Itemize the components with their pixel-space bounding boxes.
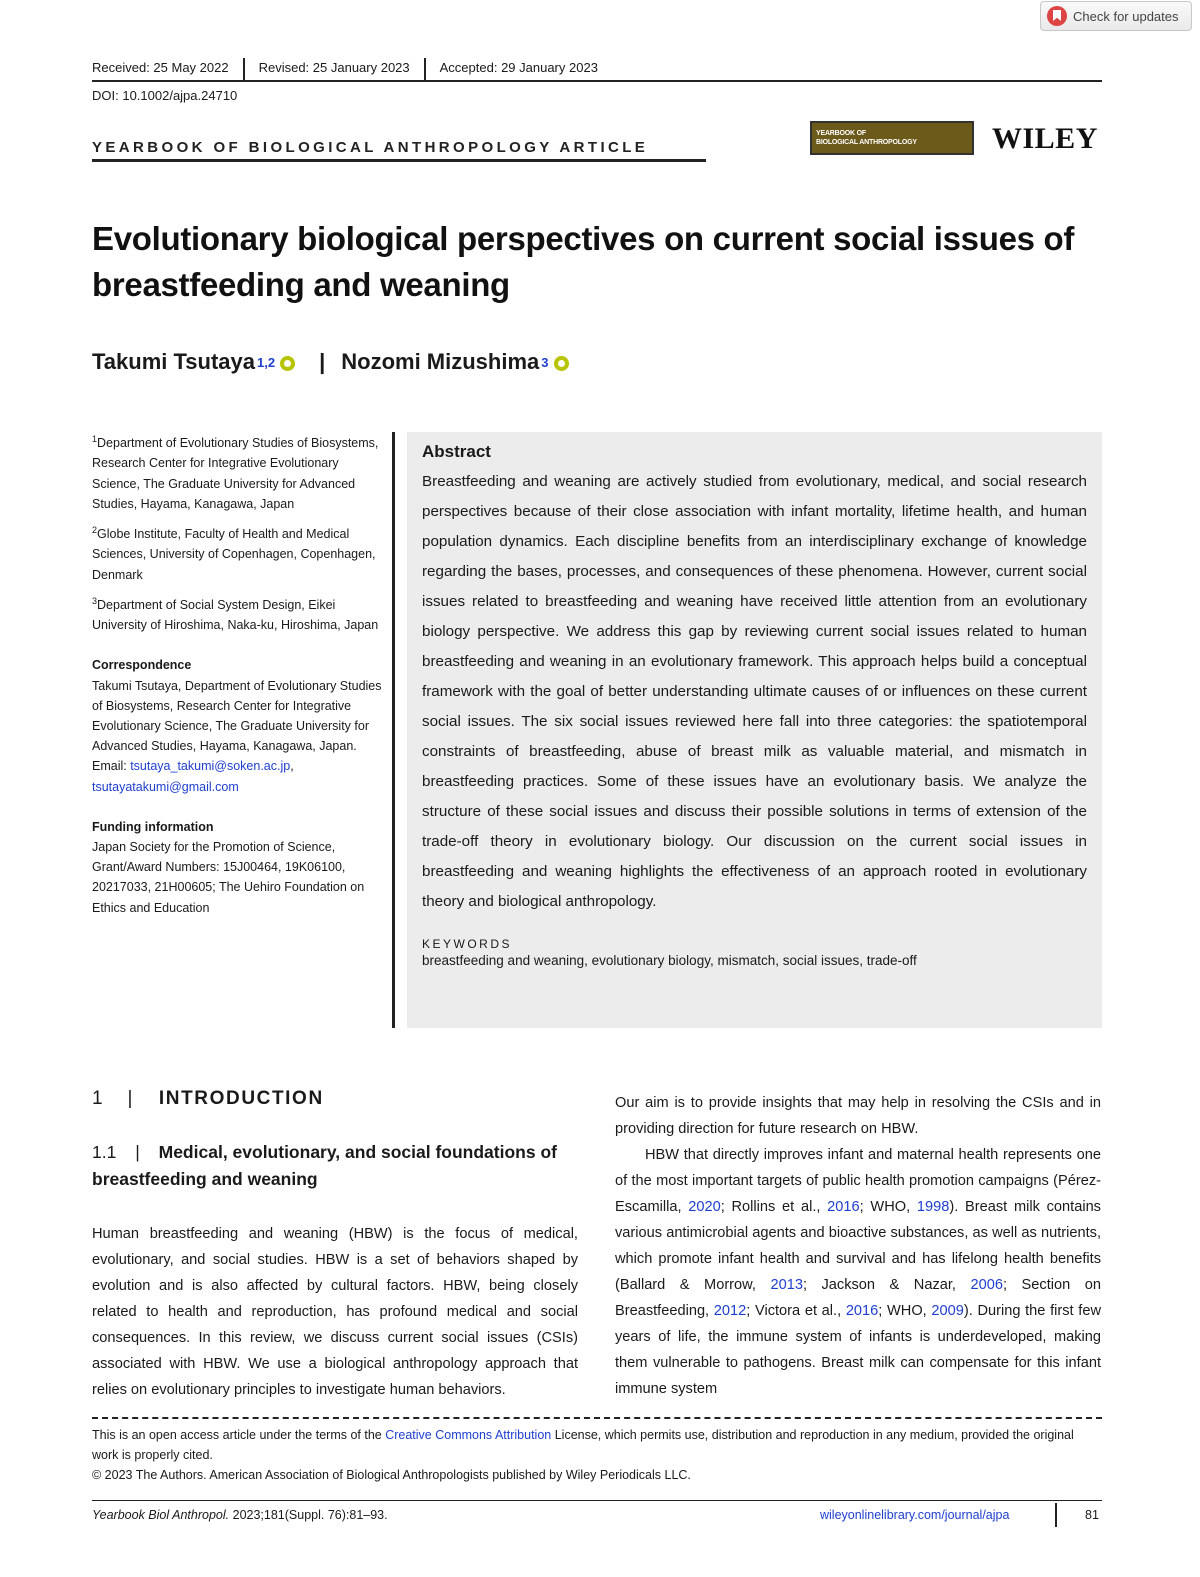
keywords-heading: KEYWORDS bbox=[422, 937, 513, 951]
citation-link[interactable]: 2006 bbox=[970, 1277, 1003, 1293]
journal-url-link[interactable]: wileyonlinelibrary.com/journal/ajpa bbox=[820, 1508, 1010, 1522]
abstract-text: Breastfeeding and weaning are actively studied from evolutionary, medical, and social research perspectives because of their close association with infant mortality, lifetime health, and human population dynamics. Each discipline benefits from an interdisciplinary exchange of knowledge regarding the bases, processes, and consequences of these phenomena. However, current social issues related to breastfeeding and weaning have received little attention from an evolutionary biology perspective. We address this gap by reviewing current social issues related to human breastfeeding and weaning in an evolutionary framework. This approach helps build a conceptual framework with the goal of better understanding ultimate causes of or influences on these current social issues. The six social issues reviewed here fall into three categories: the spatiotemporal constraints of breastfeeding, abuse of breast milk as valuable material, and mismatch in breastfeeding practices. Some of these issues have an evolutionary basis. We analyze the structure of these social issues and discuss their possible solutions in terms of extension of the trade-off theory in evolutionary biology. Our discussion on the current social issues in breastfeeding and weaning highlights the effectiveness of an approach rooted in evolutionary theory and biological anthropology. bbox=[422, 473, 1087, 910]
subsection-title: Medical, evolutionary, and social foundations of breastfeeding and weaning bbox=[92, 1142, 557, 1189]
check-for-updates-button[interactable] bbox=[1040, 1, 1192, 31]
author-list bbox=[92, 349, 577, 375]
paragraph-text: ; Jackson & Nazar, bbox=[802, 1277, 971, 1293]
citation-link[interactable]: 2020 bbox=[688, 1199, 721, 1215]
intro-paragraph: Human breastfeeding and weaning (HBW) is the focus of medical, evolutionary, and social studies. HBW is a set of behaviors shaped by evolution and is also affected by cultural factors. HBW, being closely related to health and reproduction, has profound medical and social consequences. In this review, we discuss current social issues (CSIs) associated with HBW. We use a biological anthropology approach that relies on evolutionary principles to investigate human behaviors. bbox=[92, 1226, 578, 1398]
article-dates bbox=[92, 58, 1102, 82]
section-heading bbox=[92, 1088, 324, 1110]
abstract-box bbox=[407, 432, 1102, 1028]
license-divider bbox=[92, 1417, 1102, 1419]
affiliation-number: 3 bbox=[92, 595, 98, 606]
correspondence-text: Takumi Tsutaya, Department of Evolutionary Studies of Biosystems, Research Center for Integrative Evolutionary Science, The Graduate University for Advanced Studies, Hayama, Kanagawa, Japan. bbox=[92, 678, 382, 754]
citation-link[interactable]: 1998 bbox=[916, 1199, 950, 1215]
journal-logo-line2: BIOLOGICAL ANTHROPOLOGY bbox=[816, 139, 917, 146]
footer-volume: 2023;181(Suppl. 76):81–93. bbox=[229, 1508, 388, 1522]
publisher-logo: WILEY bbox=[992, 122, 1098, 155]
citation-link[interactable]: 2009 bbox=[931, 1303, 964, 1319]
funding-heading: Funding information bbox=[92, 819, 214, 834]
section-number: 1 bbox=[92, 1088, 103, 1109]
footer-journal-name: Yearbook Biol Anthropol. bbox=[92, 1508, 230, 1522]
citation-link[interactable]: 2012 bbox=[713, 1303, 747, 1319]
subsection-heading bbox=[92, 1139, 580, 1193]
bookmark-icon bbox=[1047, 6, 1067, 26]
paragraph-text: ; Rollins et al., bbox=[720, 1199, 828, 1215]
paragraph-text: ; Section on Breastfeeding, bbox=[615, 1277, 1101, 1319]
author-name[interactable]: Nozomi Mizushima bbox=[341, 349, 540, 374]
citation-link[interactable]: 2013 bbox=[770, 1277, 803, 1293]
footer-divider bbox=[92, 1500, 1102, 1501]
footer-citation bbox=[92, 1508, 388, 1522]
email-separator: , bbox=[290, 759, 294, 774]
citation-link[interactable]: 2016 bbox=[827, 1199, 860, 1215]
affiliation-number: 2 bbox=[92, 524, 98, 535]
check-for-updates-label: Check for updates bbox=[1073, 8, 1179, 24]
intro-paragraph: Our aim is to provide insights that may help in resolving the CSIs and in providing direction for future research on HBW. bbox=[615, 1095, 1101, 1137]
author-affiliation-ref[interactable]: 3 bbox=[541, 354, 549, 370]
page-number: 81 bbox=[1085, 1508, 1099, 1522]
email-link[interactable]: tsutayatakumi@gmail.com bbox=[92, 779, 239, 794]
right-column bbox=[615, 1090, 1101, 1402]
author-affiliation-ref[interactable]: 1,2 bbox=[257, 354, 276, 370]
affiliation-text: Department of Evolutionary Studies of Biosystems, Research Center for Integrative Evolutionary Science, The Graduate University for Advanced Studies, Hayama, Kanagawa, Japan bbox=[92, 436, 379, 511]
footer-separator bbox=[1055, 1503, 1057, 1527]
author-separator: | bbox=[319, 349, 326, 374]
paragraph-text: ; WHO, bbox=[859, 1199, 917, 1215]
journal-logo-line1: YEARBOOK OF bbox=[816, 130, 866, 137]
received-date: Received: 25 May 2022 bbox=[92, 58, 245, 80]
journal-logo bbox=[810, 121, 974, 155]
article-title: Evolutionary biological perspectives on current social issues of breastfeeding and weaning bbox=[92, 220, 1075, 303]
affiliation bbox=[92, 429, 384, 514]
license-text-part: License, which permits use, distribution and reproduction in any medium, provided the original work is properly cited. bbox=[92, 1428, 1074, 1462]
column-divider bbox=[392, 432, 395, 1028]
affiliation bbox=[92, 520, 384, 585]
license-text-part: This is an open access article under the terms of the bbox=[92, 1428, 386, 1442]
affiliations-column bbox=[92, 429, 384, 924]
copyright: © 2023 The Authors. American Association of Biological Anthropologists published by Wiley Periodicals LLC. bbox=[92, 1468, 691, 1482]
orcid-icon[interactable] bbox=[554, 356, 569, 371]
paragraph-text: ). Breast milk contains various antimicrobial agents and bioactive substances, as well as nutrients, which promote infant health and survival and has lifelong health benefits (Ballard & Morrow, bbox=[615, 1199, 1101, 1293]
email-link[interactable]: tsutaya_takumi@soken.ac.jp bbox=[130, 759, 291, 774]
section-title: INTRODUCTION bbox=[158, 1088, 324, 1109]
section-separator: | bbox=[127, 1088, 135, 1109]
paragraph-text: ). During the first few years of life, the immune system of infants is underdeveloped, making them vulnerable to pathogens. Breast milk can compensate for this infant immune system bbox=[615, 1303, 1101, 1397]
affiliation bbox=[92, 591, 384, 636]
article-type: YEARBOOK OF BIOLOGICAL ANTHROPOLOGY ARTICLE bbox=[92, 139, 706, 162]
abstract-heading: Abstract bbox=[422, 442, 491, 461]
paragraph-text: ; WHO, bbox=[878, 1303, 932, 1319]
paragraph-text: HBW that directly improves infant and maternal health represents one of the most important targets of public health promotion campaigns (Pérez-Escamilla, bbox=[615, 1147, 1101, 1215]
accepted-date: Accepted: 29 January 2023 bbox=[439, 60, 598, 75]
correspondence-heading: Correspondence bbox=[92, 658, 192, 673]
revised-date: Revised: 25 January 2023 bbox=[259, 58, 426, 80]
affiliation-number: 1 bbox=[92, 434, 98, 444]
keywords: breastfeeding and weaning, evolutionary biology, mismatch, social issues, trade-off bbox=[422, 953, 917, 968]
email-label: Email: bbox=[92, 759, 131, 774]
subsection-number: 1.1 bbox=[92, 1142, 117, 1162]
orcid-icon[interactable] bbox=[280, 356, 295, 371]
intro-paragraph bbox=[615, 1142, 1101, 1402]
affiliation-text: Globe Institute, Faculty of Health and Medical Sciences, University of Copenhagen, Copenhagen, Denmark bbox=[92, 527, 376, 582]
correspondence bbox=[92, 676, 384, 797]
citation-link[interactable]: 2016 bbox=[845, 1303, 879, 1319]
funding-text: Japan Society for the Promotion of Science, Grant/Award Numbers: 15J00464, 19K06100, 20217033, 21H00605; The Uehiro Foundation on Ethics and Education bbox=[92, 839, 365, 915]
affiliation-text: Department of Social System Design, Eikei University of Hiroshima, Naka-ku, Hiroshima, Japan bbox=[92, 597, 379, 633]
paragraph-text: ; Victora et al., bbox=[746, 1303, 846, 1319]
license-notice bbox=[92, 1425, 1102, 1485]
license-link[interactable]: Creative Commons Attribution bbox=[385, 1428, 552, 1442]
subsection-separator: | bbox=[135, 1142, 140, 1162]
author-name[interactable]: Takumi Tsutaya bbox=[92, 349, 256, 374]
doi: DOI: 10.1002/ajpa.24710 bbox=[92, 88, 238, 103]
license-text bbox=[92, 1425, 1102, 1465]
